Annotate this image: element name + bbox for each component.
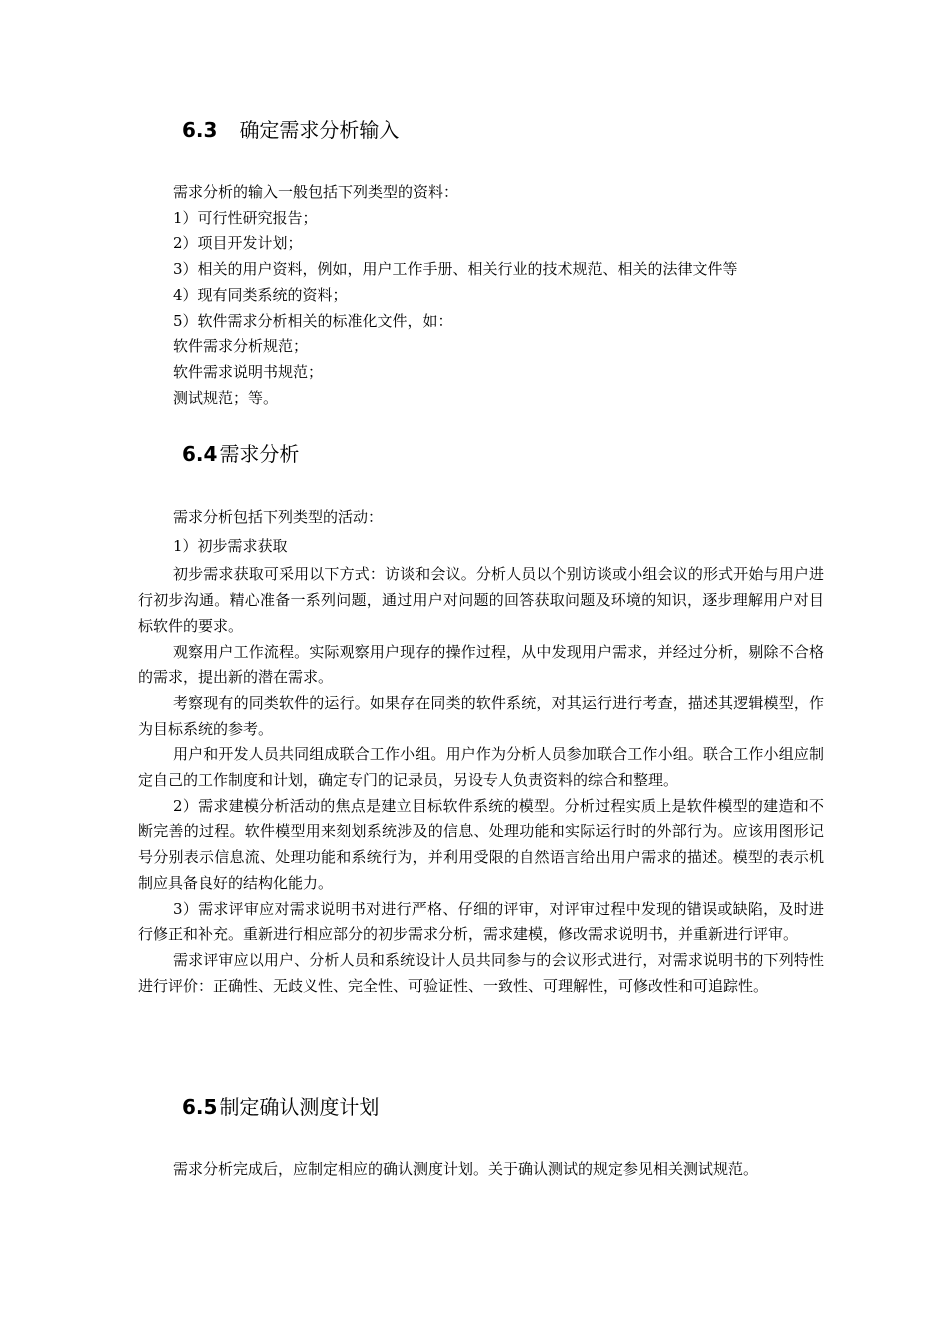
paragraph: 考察现有的同类软件的运行。如果存在同类的软件系统，对其运行进行考查，描述其逻辑模型，作为目标系统的参考。 [138,693,824,738]
section-title: 需求分析 [219,442,300,466]
paragraph: 需求分析完成后，应制定相应的确认测度计划。关于确认测试的规定参见相关测试规范。 [173,1160,759,1178]
list-item: 4）现有同类系统的资料； [173,285,348,304]
section-number: 6.5 [182,1095,218,1119]
paragraph: 3）需求评审应对需求说明书对进行严格、仔细的评审，对评审过程中发现的错误或缺陷，及时进行修正和补充。重新进行相应部分的初步需求分析，需求建模，修改需求说明书，并重新进行评审。 [138,899,824,944]
list-item: 软件需求分析规范； [173,337,309,356]
section-intro: 需求分析包括下列类型的活动： [173,508,384,526]
list-item: 3）相关的用户资料，例如，用户工作手册、相关行业的技术规范、相关的法律文件等 [173,260,738,279]
list-item: 1）可行性研究报告； [173,208,318,227]
list-item: 2）项目开发计划； [173,234,303,253]
section-title: 确定需求分析输入 [239,118,400,142]
paragraph: 观察用户工作流程。实际观察用户现存的操作过程，从中发现用户需求，并经过分析，剔除不合格的需求，提出新的潜在需求。 [138,642,824,687]
paragraph: 初步需求获取可采用以下方式：访谈和会议。分析人员以个别访谈或小组会议的形式开始与用户进行初步沟通。精心准备一系列问题，通过用户对问题的回答获取问题及环境的知识，逐步理解用户对目标软件的要求。 [138,565,824,635]
section-body-6-5 [138,1157,824,1183]
section-number: 6.3 [182,118,218,142]
list-item: 5）软件需求分析相关的标准化文件，如： [173,311,453,330]
paragraph: 需求评审应以用户、分析人员和系统设计人员共同参与的会议形式进行，对需求说明书的下列特性进行评价：正确性、无歧义性、完全性、可验证性、一致性、可理解性，可修改性和可追踪性。 [138,950,824,995]
section-heading-6-3 [182,116,399,144]
list-item: 软件需求说明书规范； [173,362,324,381]
paragraph: 用户和开发人员共同组成联合工作小组。用户作为分析人员参加联合工作小组。联合工作小组应制定自己的工作制度和计划，确定专门的记录员，另设专人负责资料的综合和整理。 [138,745,824,790]
section-body-6-4 [138,505,824,999]
paragraph: 2）需求建模分析活动的焦点是建立目标软件系统的模型。分析过程实质上是软件模型的建造和不断完善的过程。软件模型用来刻划系统涉及的信息、处理功能和实际运行时的外部行为。应该用图形记号分别表示信息流、处理功能和系统行为，并利用受限的自然语言给出用户需求的描述。模型的表示机制应具备良好的结构化能力。 [138,796,824,892]
section-intro: 需求分析的输入一般包括下列类型的资料： [173,183,459,201]
section-number: 6.4 [182,442,218,466]
section-body-6-3 [138,180,824,411]
section-heading-6-5 [182,1093,379,1121]
section-title: 制定确认测度计划 [219,1095,380,1119]
section-heading-6-4 [182,440,299,468]
list-item: 测试规范；等。 [173,388,279,407]
sub-item: 1）初步需求获取 [173,536,288,555]
